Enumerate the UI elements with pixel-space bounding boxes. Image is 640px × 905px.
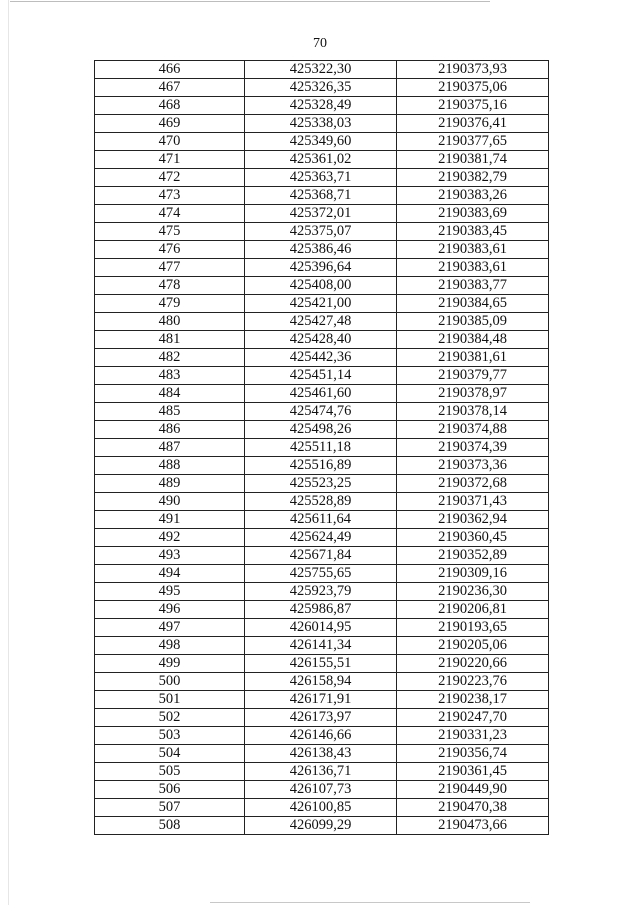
point-number-cell: 486: [95, 421, 245, 439]
x-coordinate-cell: 425624,49: [245, 529, 397, 547]
point-number-cell: 475: [95, 223, 245, 241]
x-coordinate-cell: 425328,49: [245, 97, 397, 115]
y-coordinate-cell: 2190383,77: [397, 277, 549, 295]
table-row: [95, 187, 549, 205]
point-number-cell: 508: [95, 817, 245, 835]
point-number-cell: 471: [95, 151, 245, 169]
x-coordinate-cell: 425451,14: [245, 367, 397, 385]
point-number-cell: 478: [95, 277, 245, 295]
table-row: [95, 151, 549, 169]
table-row: [95, 79, 549, 97]
table-row: [95, 133, 549, 151]
table-row: [95, 565, 549, 583]
table-row: [95, 295, 549, 313]
table-row: [95, 115, 549, 133]
x-coordinate-cell: 425421,00: [245, 295, 397, 313]
table-row: [95, 367, 549, 385]
table-row: [95, 331, 549, 349]
x-coordinate-cell: 425671,84: [245, 547, 397, 565]
x-coordinate-cell: 426173,97: [245, 709, 397, 727]
x-coordinate-cell: 426099,29: [245, 817, 397, 835]
table-row: [95, 493, 549, 511]
x-coordinate-cell: 425349,60: [245, 133, 397, 151]
y-coordinate-cell: 2190376,41: [397, 115, 549, 133]
y-coordinate-cell: 2190449,90: [397, 781, 549, 799]
table-row: [95, 529, 549, 547]
coordinates-table: [94, 60, 549, 835]
y-coordinate-cell: 2190383,26: [397, 187, 549, 205]
point-number-cell: 491: [95, 511, 245, 529]
point-number-cell: 469: [95, 115, 245, 133]
x-coordinate-cell: 426171,91: [245, 691, 397, 709]
y-coordinate-cell: 2190247,70: [397, 709, 549, 727]
table-row: [95, 619, 549, 637]
table-row: [95, 223, 549, 241]
scan-edge-left: [8, 0, 9, 905]
x-coordinate-cell: 426100,85: [245, 799, 397, 817]
y-coordinate-cell: 2190383,45: [397, 223, 549, 241]
x-coordinate-cell: 425322,30: [245, 61, 397, 79]
y-coordinate-cell: 2190378,97: [397, 385, 549, 403]
point-number-cell: 480: [95, 313, 245, 331]
x-coordinate-cell: 426141,34: [245, 637, 397, 655]
table-row: [95, 691, 549, 709]
table-row: [95, 511, 549, 529]
x-coordinate-cell: 426138,43: [245, 745, 397, 763]
y-coordinate-cell: 2190360,45: [397, 529, 549, 547]
point-number-cell: 472: [95, 169, 245, 187]
x-coordinate-cell: 426146,66: [245, 727, 397, 745]
y-coordinate-cell: 2190383,61: [397, 241, 549, 259]
x-coordinate-cell: 425372,01: [245, 205, 397, 223]
point-number-cell: 468: [95, 97, 245, 115]
table-row: [95, 709, 549, 727]
table-row: [95, 97, 549, 115]
point-number-cell: 473: [95, 187, 245, 205]
point-number-cell: 494: [95, 565, 245, 583]
point-number-cell: 485: [95, 403, 245, 421]
point-number-cell: 487: [95, 439, 245, 457]
table-row: [95, 277, 549, 295]
x-coordinate-cell: 426155,51: [245, 655, 397, 673]
y-coordinate-cell: 2190385,09: [397, 313, 549, 331]
scan-edge-bottom: [210, 902, 530, 903]
x-coordinate-cell: 425442,36: [245, 349, 397, 367]
y-coordinate-cell: 2190206,81: [397, 601, 549, 619]
table-row: [95, 727, 549, 745]
y-coordinate-cell: 2190238,17: [397, 691, 549, 709]
table-row: [95, 673, 549, 691]
x-coordinate-cell: 425427,48: [245, 313, 397, 331]
x-coordinate-cell: 425516,89: [245, 457, 397, 475]
x-coordinate-cell: 425408,00: [245, 277, 397, 295]
point-number-cell: 482: [95, 349, 245, 367]
point-number-cell: 500: [95, 673, 245, 691]
point-number-cell: 504: [95, 745, 245, 763]
x-coordinate-cell: 426136,71: [245, 763, 397, 781]
y-coordinate-cell: 2190331,23: [397, 727, 549, 745]
x-coordinate-cell: 425986,87: [245, 601, 397, 619]
y-coordinate-cell: 2190373,36: [397, 457, 549, 475]
point-number-cell: 490: [95, 493, 245, 511]
table-row: [95, 817, 549, 835]
x-coordinate-cell: 425523,25: [245, 475, 397, 493]
x-coordinate-cell: 425375,07: [245, 223, 397, 241]
x-coordinate-cell: 425511,18: [245, 439, 397, 457]
table-row: [95, 205, 549, 223]
x-coordinate-cell: 425396,64: [245, 259, 397, 277]
y-coordinate-cell: 2190356,74: [397, 745, 549, 763]
table-row: [95, 313, 549, 331]
table-row: [95, 241, 549, 259]
y-coordinate-cell: 2190383,69: [397, 205, 549, 223]
point-number-cell: 503: [95, 727, 245, 745]
point-number-cell: 493: [95, 547, 245, 565]
y-coordinate-cell: 2190193,65: [397, 619, 549, 637]
point-number-cell: 474: [95, 205, 245, 223]
y-coordinate-cell: 2190473,66: [397, 817, 549, 835]
y-coordinate-cell: 2190381,74: [397, 151, 549, 169]
y-coordinate-cell: 2190379,77: [397, 367, 549, 385]
point-number-cell: 499: [95, 655, 245, 673]
table-row: [95, 583, 549, 601]
y-coordinate-cell: 2190384,48: [397, 331, 549, 349]
table-row: [95, 745, 549, 763]
x-coordinate-cell: 426014,95: [245, 619, 397, 637]
table-row: [95, 259, 549, 277]
table-row: [95, 421, 549, 439]
point-number-cell: 507: [95, 799, 245, 817]
point-number-cell: 502: [95, 709, 245, 727]
table-row: [95, 547, 549, 565]
table-row: [95, 781, 549, 799]
x-coordinate-cell: 425923,79: [245, 583, 397, 601]
y-coordinate-cell: 2190377,65: [397, 133, 549, 151]
x-coordinate-cell: 425755,65: [245, 565, 397, 583]
point-number-cell: 497: [95, 619, 245, 637]
y-coordinate-cell: 2190470,38: [397, 799, 549, 817]
y-coordinate-cell: 2190205,06: [397, 637, 549, 655]
y-coordinate-cell: 2190378,14: [397, 403, 549, 421]
point-number-cell: 483: [95, 367, 245, 385]
point-number-cell: 489: [95, 475, 245, 493]
table-row: [95, 601, 549, 619]
y-coordinate-cell: 2190361,45: [397, 763, 549, 781]
x-coordinate-cell: 425338,03: [245, 115, 397, 133]
point-number-cell: 506: [95, 781, 245, 799]
point-number-cell: 467: [95, 79, 245, 97]
y-coordinate-cell: 2190381,61: [397, 349, 549, 367]
point-number-cell: 496: [95, 601, 245, 619]
y-coordinate-cell: 2190374,88: [397, 421, 549, 439]
y-coordinate-cell: 2190362,94: [397, 511, 549, 529]
x-coordinate-cell: 425461,60: [245, 385, 397, 403]
y-coordinate-cell: 2190220,66: [397, 655, 549, 673]
y-coordinate-cell: 2190309,16: [397, 565, 549, 583]
table-row: [95, 457, 549, 475]
page-number: 70: [313, 36, 327, 51]
table-row: [95, 475, 549, 493]
table-row: [95, 655, 549, 673]
coordinates-table-body: [95, 61, 549, 835]
point-number-cell: 466: [95, 61, 245, 79]
x-coordinate-cell: 425361,02: [245, 151, 397, 169]
table-row: [95, 349, 549, 367]
x-coordinate-cell: 425386,46: [245, 241, 397, 259]
x-coordinate-cell: 425326,35: [245, 79, 397, 97]
point-number-cell: 476: [95, 241, 245, 259]
point-number-cell: 495: [95, 583, 245, 601]
table-row: [95, 637, 549, 655]
scan-edge-top: [10, 1, 490, 2]
x-coordinate-cell: 425474,76: [245, 403, 397, 421]
point-number-cell: 488: [95, 457, 245, 475]
x-coordinate-cell: 425368,71: [245, 187, 397, 205]
x-coordinate-cell: 426107,73: [245, 781, 397, 799]
x-coordinate-cell: 425428,40: [245, 331, 397, 349]
point-number-cell: 498: [95, 637, 245, 655]
x-coordinate-cell: 425498,26: [245, 421, 397, 439]
y-coordinate-cell: 2190371,43: [397, 493, 549, 511]
point-number-cell: 481: [95, 331, 245, 349]
table-row: [95, 763, 549, 781]
table-row: [95, 61, 549, 79]
point-number-cell: 501: [95, 691, 245, 709]
point-number-cell: 492: [95, 529, 245, 547]
point-number-cell: 470: [95, 133, 245, 151]
table-row: [95, 385, 549, 403]
y-coordinate-cell: 2190382,79: [397, 169, 549, 187]
y-coordinate-cell: 2190352,89: [397, 547, 549, 565]
point-number-cell: 505: [95, 763, 245, 781]
y-coordinate-cell: 2190383,61: [397, 259, 549, 277]
table-row: [95, 169, 549, 187]
y-coordinate-cell: 2190375,16: [397, 97, 549, 115]
table-row: [95, 799, 549, 817]
y-coordinate-cell: 2190373,93: [397, 61, 549, 79]
y-coordinate-cell: 2190223,76: [397, 673, 549, 691]
table-row: [95, 403, 549, 421]
y-coordinate-cell: 2190236,30: [397, 583, 549, 601]
y-coordinate-cell: 2190374,39: [397, 439, 549, 457]
table-row: [95, 439, 549, 457]
x-coordinate-cell: 425611,64: [245, 511, 397, 529]
point-number-cell: 479: [95, 295, 245, 313]
x-coordinate-cell: 425528,89: [245, 493, 397, 511]
y-coordinate-cell: 2190372,68: [397, 475, 549, 493]
x-coordinate-cell: 425363,71: [245, 169, 397, 187]
x-coordinate-cell: 426158,94: [245, 673, 397, 691]
point-number-cell: 484: [95, 385, 245, 403]
y-coordinate-cell: 2190375,06: [397, 79, 549, 97]
y-coordinate-cell: 2190384,65: [397, 295, 549, 313]
point-number-cell: 477: [95, 259, 245, 277]
